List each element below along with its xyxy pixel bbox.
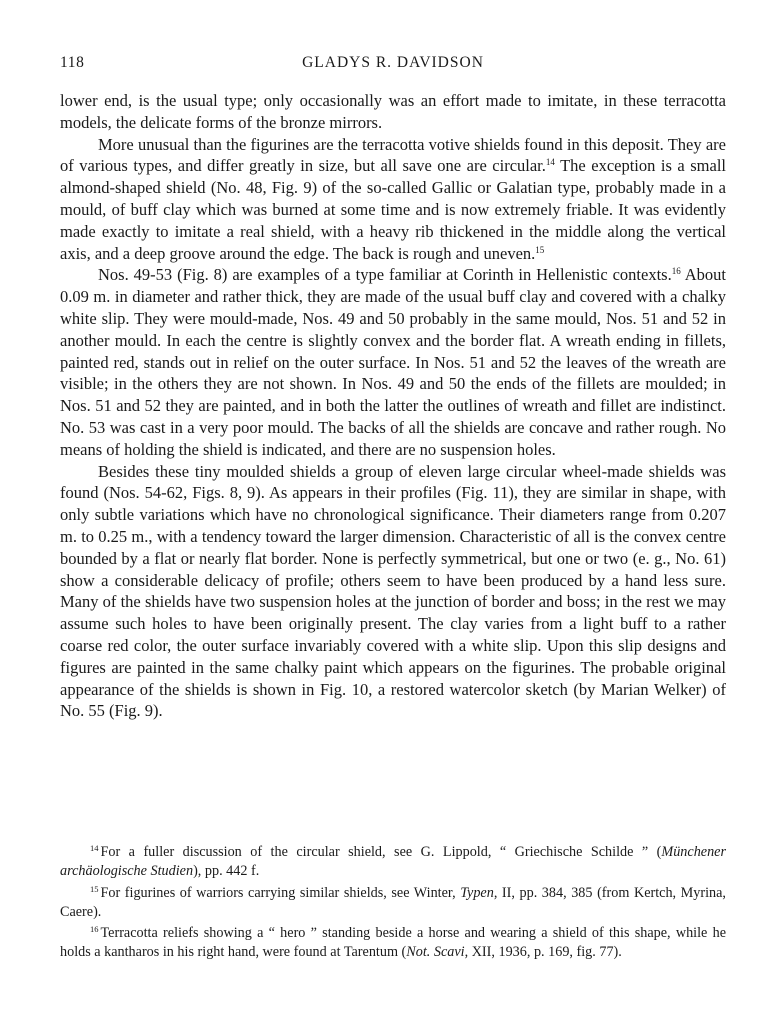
footnote-ref-14[interactable]: 14 (545, 157, 555, 168)
page-number: 118 (60, 54, 85, 71)
paragraph-3-text-a: Nos. 49-53 (Fig. 8) are examples of a type familiar at Corinth in Hellenistic contexts. (98, 265, 672, 285)
footnote-15-italic: Typen (460, 884, 494, 901)
footnote-16-text-a: Terracotta reliefs showing a “ hero ” standing beside a horse and wearing a shield of this shape, while he holds a kantharos in his right hand, were found at Tarentum ( (60, 925, 726, 961)
footnote-14-text-b: ), pp. 442 f. (193, 863, 260, 880)
paragraph-2-text-a: More unusual than the figurines are the terracotta votive shields found in this deposit. They are of various types, and differ greatly in size, but all save one are circular. (60, 134, 726, 176)
footnote-14-text-a: For a fuller discussion of the circular shield, see G. Lippold, “ Griechische Schilde ” ( (100, 844, 662, 860)
paragraph-4: Besides these tiny moulded shields a group of eleven large circular wheel-made shields was found (Nos. 54-62, Figs. 8, 9). As appears in their profiles (Fig. 11), they are similar in shape, with only subtle variations which have no chronological significance. Their diameters range from 0.207 m. to 0.25 m., with a tendency toward the larger dimension. Characteristic of all is the convex centre bounded by a flat or nearly flat border. None is perfectly symmetrical, but one or two (e. g., No. 61) show a considerable delicacy of profile; others seem to have been produced by a hand less sure. Many of the shields have two suspension holes at the junction of border and boss; in the rest we may assume such holes to have been originally present. The clay varies from a light buff to a rather coarse red color, the outer surface invariably covered with a white slip. Upon this slip designs and figures are painted in the same chalky paint which appears on the figurines. The probable original appearance of the shields is shown in Fig. 10, a restored watercolor sketch (by Marian Welker) of No. 55 (Fig. 9). (60, 461, 726, 721)
footnotes (60, 843, 726, 965)
footnote-ref-15[interactable]: 15 (535, 244, 545, 255)
footnote-16-number: 16 (90, 924, 99, 935)
footnote-15-text-b: , II, pp. 384, 385 (from Kertch, Myrina, Caere). (60, 884, 726, 920)
footnote-15-text-a: For figurines of warriors carrying similar shields, see Winter, (100, 884, 461, 901)
footnote-15-number: 15 (90, 883, 99, 894)
footnote-16-text-b: , XII, 1936, p. 169, fig. 77). (464, 944, 622, 961)
paragraph-1: lower end, is the usual type; only occasionally was an effort made to imitate, in these terracotta models, the delicate forms of the bronze mirrors. (60, 91, 726, 132)
footnote-14-italic: Münchener archäologische Studien (60, 844, 726, 880)
footnote-16-italic: Not. Scavi (406, 944, 465, 961)
footnote-15 (60, 884, 726, 923)
page-header (60, 54, 726, 78)
running-head: GLADYS R. DAVIDSON (302, 54, 484, 71)
footnote-ref-16[interactable]: 16 (671, 266, 681, 277)
footnote-14 (60, 843, 726, 882)
paragraph-2 (60, 134, 726, 265)
paragraph-3-text-b: About 0.09 m. in diameter and rather thick, they are made of the usual buff clay and covered with a chalky white slip. They were mould-made, Nos. 49 and 50 probably in the same mould, Nos. 51 and 52 in another mould. In each the centre is slightly convex and the border flat. A wreath ending in fillets, painted red, stands out in relief on the outer surface. In Nos. 51 and 52 the leaves of the wreath are visible; in the others they are not shown. In Nos. 49 and 50 the ends of the fillets are moulded; in Nos. 51 and 52 they are painted, and in both the latter the outlines of wreath and fillet are indistinct. No. 53 was cast in a very poor mould. The backs of all the shields are concave and rather rough. No means of holding the shield is indicated, and there are no suspension holes. (60, 265, 727, 459)
paragraph-2-text-b: The exception is a small almond-shaped shield (No. 48, Fig. 9) of the so-called Gallic or Galatian type, probably made in a mould, of buff clay which was burned at some time and is now extremely friable. It was evidently made exactly to imitate a real shield, with a heavy rib thickened in the middle along the vertical axis, and a deep groove around the edge. The back is rough and uneven. (60, 156, 726, 263)
footnote-14-number: 14 (90, 843, 99, 853)
footnote-16 (60, 924, 726, 963)
body-text (60, 90, 726, 722)
paragraph-3 (60, 264, 726, 460)
